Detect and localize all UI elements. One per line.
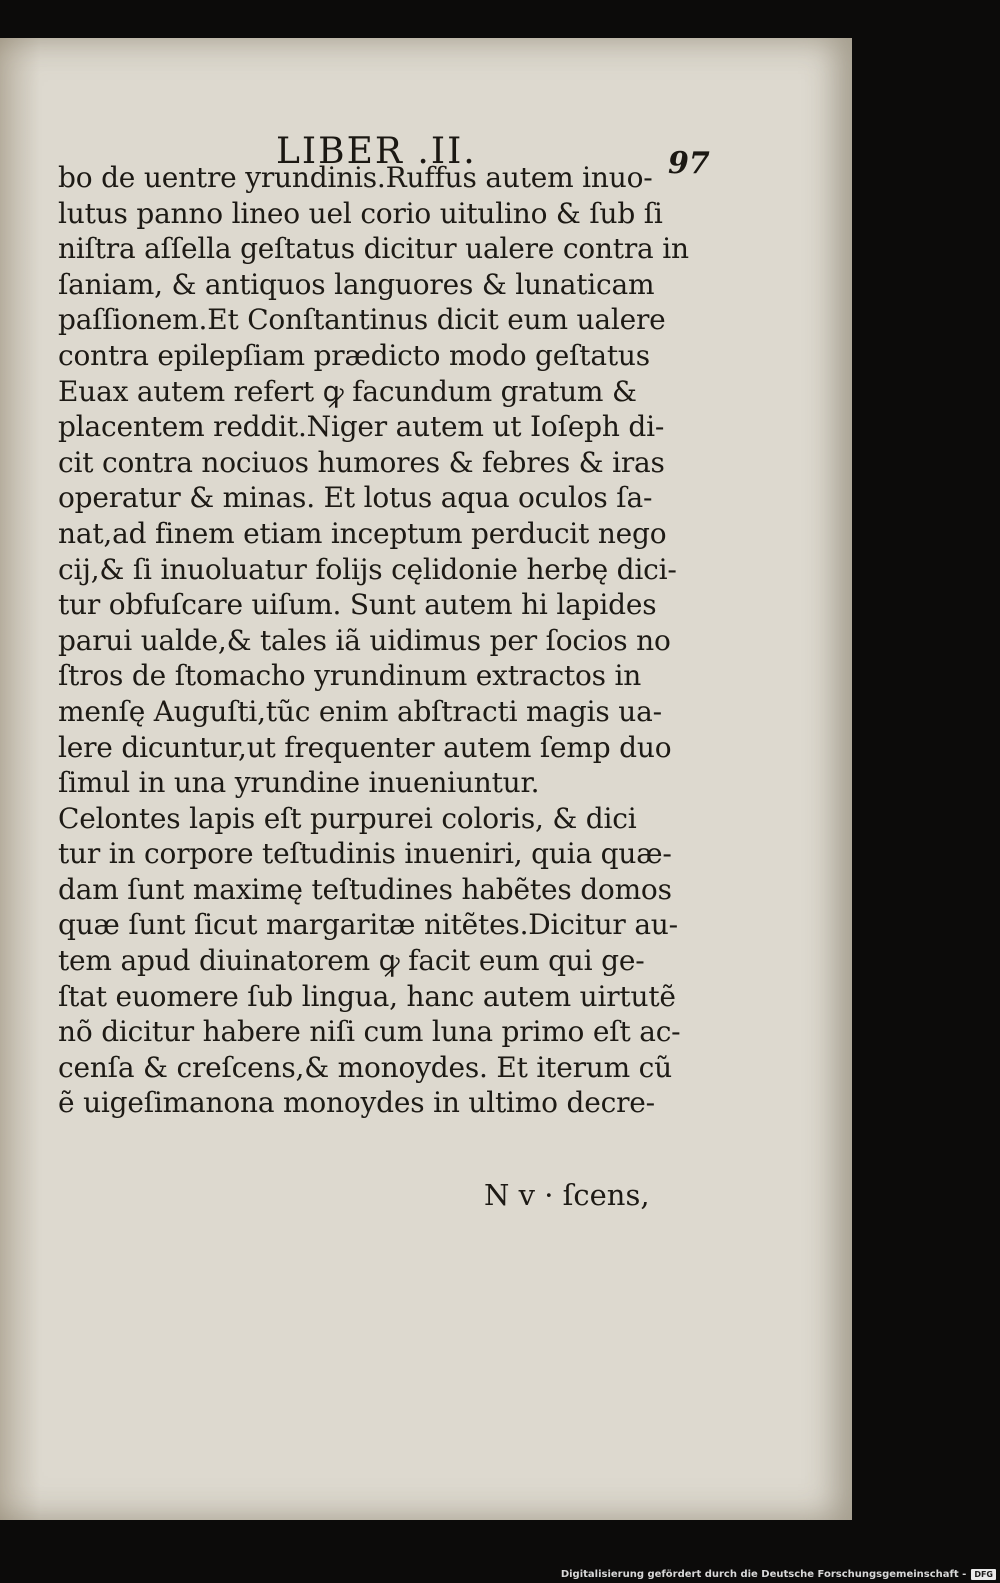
text-line: tem apud diuinatorem ꝙ facit eum qui ge- [58, 944, 645, 978]
text-line: nõ dicitur habere niſi cum luna primo eſt ac- [58, 1015, 681, 1049]
text-line: ſimul in una yrundine inueniuntur. [58, 766, 540, 800]
text-line: ſtros de ſtomacho yrundinum extractos in [58, 659, 642, 693]
text-line: niſtra aſſella geſtatus dicitur ualere contra in [58, 232, 689, 266]
text-line: nat,ad finem etiam inceptum perducit nego [58, 516, 667, 550]
credit-text: Digitalisierung gefördert durch die Deutsche Forschungsgemeinschaft - [560, 1569, 967, 1580]
text-line: cij,& ſi inuoluatur folijs cęlidonie herbę dici- [58, 552, 677, 586]
text-line: bo de uentre yrundinis.Ruffus autem inuo- [58, 161, 653, 194]
page-number: 97 [668, 146, 710, 181]
text-line: Euax autem refert ꝙ facundum gratum & [58, 374, 637, 408]
text-line: quæ ſunt ſicut margaritæ nitẽtes.Dicitur au- [58, 908, 678, 942]
text-line: tur in corpore teſtudinis inueniri, quia quæ- [58, 837, 672, 871]
text-line: parui ualde,& tales iã uidimus per ſocios no [58, 623, 671, 657]
text-line: placentem reddit.Niger autem ut Ioſeph di- [58, 410, 665, 444]
text-line: paſſionem.Et Conſtantinus dicit eum ualere [58, 303, 666, 337]
catchword-signature: N v · ſcens, [484, 1178, 650, 1212]
text-line: tur obfuſcare uiſum. Sunt autem hi lapides [58, 588, 657, 622]
dfg-logo-icon: DFG [971, 1569, 996, 1580]
text-line: ẽ uigeſimanona monoydes in ultimo decre- [58, 1086, 655, 1120]
book-page [0, 38, 852, 1520]
digitization-credit [561, 1569, 996, 1580]
text-block [58, 160, 718, 1121]
text-line: cit contra nociuos humores & febres & iras [58, 445, 665, 479]
text-line: Celontes lapis eſt purpurei coloris, & dici [58, 801, 637, 835]
running-head: LIBER .II. [276, 131, 477, 172]
text-line: contra epilepſiam prædicto modo geſtatus [58, 338, 650, 372]
text-line: ſtat euomere ſub lingua, hanc autem uirtutẽ [58, 979, 676, 1013]
text-line: cenſa & creſcens,& monoydes. Et iterum cũ [58, 1050, 672, 1084]
text-line: operatur & minas. Et lotus aqua oculos ſa- [58, 481, 653, 515]
text-line: lere dicuntur,ut frequenter autem ſemp duo [58, 730, 672, 764]
text-line: menſę Auguſti,tũc enim abſtracti magis ua- [58, 694, 662, 728]
text-line: ſaniam, & antiquos languores & lunaticam [58, 267, 655, 301]
text-line: dam ſunt maximę teſtudines habẽtes domos [58, 872, 672, 906]
text-line: lutus panno lineo uel corio uitulino & ſub ſi [58, 196, 663, 230]
